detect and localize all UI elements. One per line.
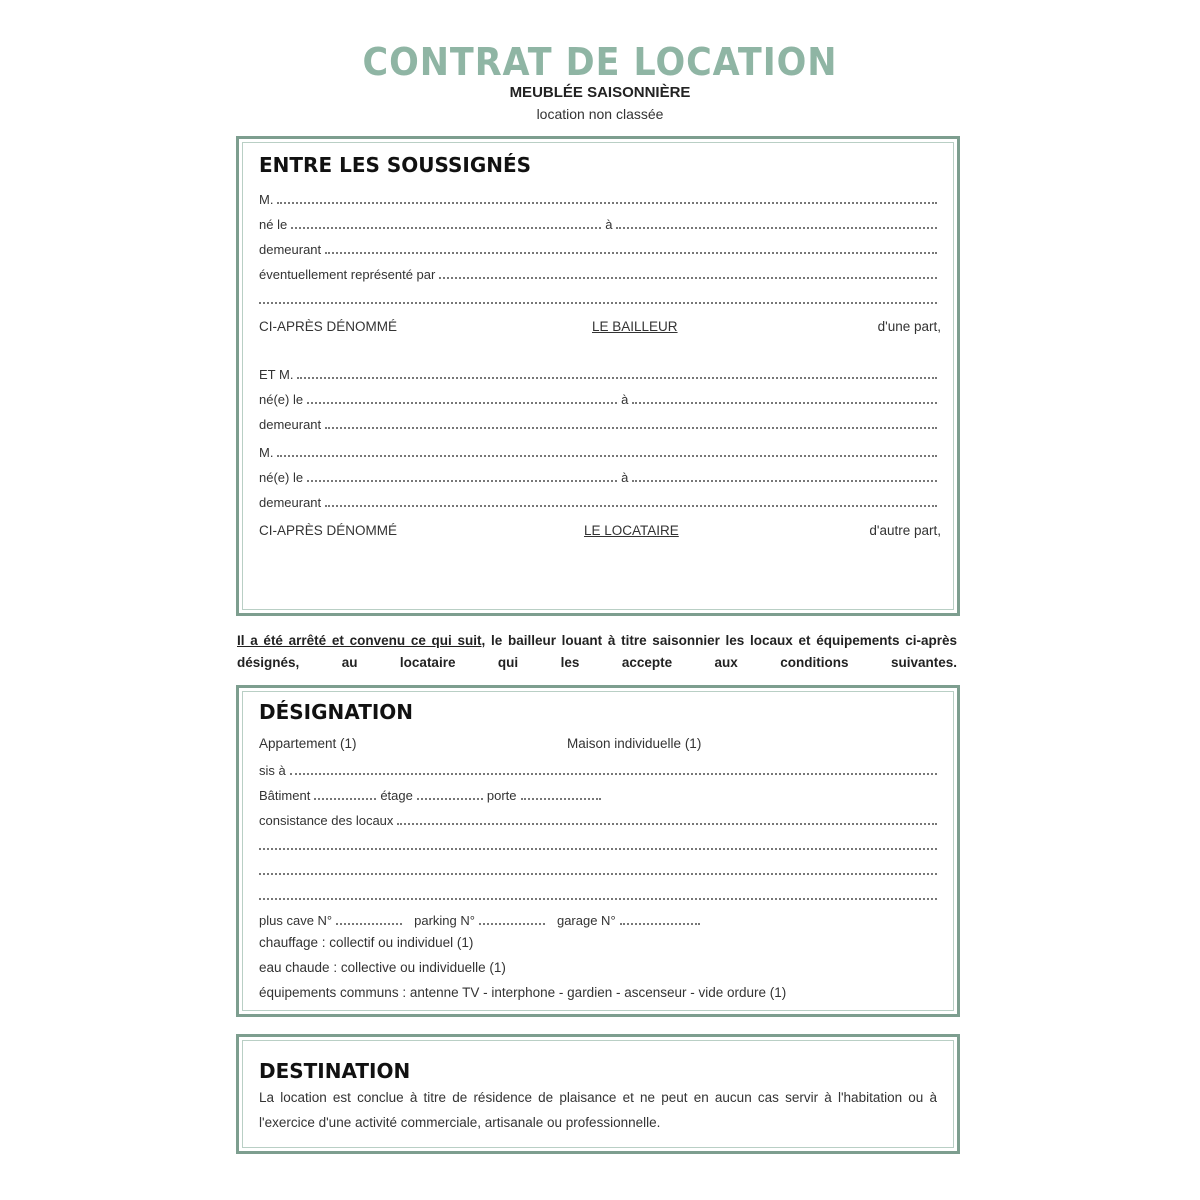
ci-apres-label: CI-APRÈS DÉNOMMÉ <box>259 523 398 538</box>
label-batiment: Bâtiment <box>259 788 311 803</box>
bailleur-address-line[interactable] <box>259 239 941 257</box>
designation-title: DÉSIGNATION <box>259 700 414 724</box>
fill-line <box>259 898 937 900</box>
appartement-option[interactable]: Appartement (1) <box>259 736 357 751</box>
label-m: M. <box>259 445 274 460</box>
fill-line <box>314 798 376 800</box>
intro-underlined: Il a été arrêté et convenu ce qui suit, <box>237 633 486 648</box>
eau-chaude-option[interactable]: eau chaude : collective ou individuelle (1) <box>259 960 506 975</box>
fill-line <box>397 823 937 825</box>
parties-title: ENTRE LES SOUSSIGNÉS <box>259 153 532 177</box>
locataire2-address-line[interactable] <box>259 492 941 510</box>
une-part-label: d'une part, <box>877 319 941 334</box>
fill-line <box>336 923 402 925</box>
consistance-extra-line-3[interactable] <box>259 885 941 903</box>
label-demeurant: demeurant <box>259 495 322 510</box>
locataire1-name-line[interactable] <box>259 364 941 382</box>
fill-line <box>620 923 700 925</box>
label-demeurant: demeurant <box>259 417 322 432</box>
label-cave: plus cave N° <box>259 913 333 928</box>
label-porte: porte <box>486 788 517 803</box>
agreement-intro <box>237 630 957 674</box>
destination-section <box>236 1034 960 1154</box>
building-line[interactable] <box>259 785 941 803</box>
document-subtitle-secondary: location non classée <box>536 106 664 122</box>
label-a: à <box>621 470 629 485</box>
consistance-line[interactable] <box>259 810 941 828</box>
address-line[interactable] <box>259 760 941 778</box>
designation-section <box>236 685 960 1017</box>
chauffage-option[interactable]: chauffage : collectif ou individuel (1) <box>259 935 474 950</box>
fill-line <box>290 773 937 775</box>
bailleur-represented-line[interactable] <box>259 264 941 282</box>
label-a: à <box>605 217 613 232</box>
bailleur-name-line[interactable] <box>259 189 941 207</box>
consistance-extra-line-2[interactable] <box>259 860 941 878</box>
fill-line <box>307 480 617 482</box>
fill-line <box>277 202 937 204</box>
fill-line <box>632 402 937 404</box>
fill-line <box>521 798 601 800</box>
ci-apres-label: CI-APRÈS DÉNOMMÉ <box>259 319 398 334</box>
fill-line <box>259 302 937 304</box>
fill-line <box>325 427 937 429</box>
label-etage: étage <box>380 788 413 803</box>
locataire2-birth-line[interactable] <box>259 467 941 485</box>
equipements-option[interactable]: équipements communs : antenne TV - interphone - gardien - ascenseur - vide ordure (1) <box>259 985 787 1000</box>
label-ne-le: né le <box>259 217 288 232</box>
intro-text: le bailleur louant à titre saisonnier les locaux et équipements ci-après désignés, au locataire qui les accepte aux conditions suivantes. <box>237 633 957 670</box>
fill-line <box>277 455 937 457</box>
fill-line <box>325 252 937 254</box>
label-parking: parking N° <box>414 913 475 928</box>
label-a: à <box>621 392 629 407</box>
label-garage: garage N° <box>556 913 616 928</box>
fill-line <box>325 505 937 507</box>
fill-line <box>616 227 937 229</box>
label-m: M. <box>259 192 274 207</box>
label-represente: éventuellement représenté par <box>259 267 436 282</box>
locataire1-birth-line[interactable] <box>259 389 941 407</box>
label-nee-le: né(e) le <box>259 470 304 485</box>
annexes-line[interactable] <box>259 910 941 928</box>
fill-line <box>307 402 617 404</box>
autre-part-label: d'autre part, <box>869 523 941 538</box>
label-demeurant: demeurant <box>259 242 322 257</box>
locataire2-name-line[interactable] <box>259 442 941 460</box>
label-et-m: ET M. <box>259 367 294 382</box>
locataire1-address-line[interactable] <box>259 414 941 432</box>
document-title: CONTRAT DE LOCATION <box>362 40 838 84</box>
fill-line <box>479 923 545 925</box>
bailleur-label: LE BAILLEUR <box>592 319 678 334</box>
fill-line <box>259 873 937 875</box>
parties-section <box>236 136 960 616</box>
bailleur-extra-line[interactable] <box>259 289 941 307</box>
maison-option[interactable]: Maison individuelle (1) <box>567 736 702 751</box>
label-nee-le: né(e) le <box>259 392 304 407</box>
fill-line <box>259 848 937 850</box>
fill-line <box>439 277 937 279</box>
bailleur-birth-line[interactable] <box>259 214 941 232</box>
destination-title: DESTINATION <box>259 1059 411 1083</box>
label-sis-a: sis à <box>259 763 286 778</box>
document-subtitle: MEUBLÉE SAISONNIÈRE <box>509 84 691 101</box>
label-consistance: consistance des locaux <box>259 813 394 828</box>
fill-line <box>297 377 937 379</box>
fill-line <box>417 798 483 800</box>
destination-text: La location est conclue à titre de résidence de plaisance et ne peut en aucun cas servir à l'habitation ou à l'exercice d'une activité commerciale, artisanale ou professionnelle. <box>259 1090 937 1130</box>
fill-line <box>291 227 601 229</box>
fill-line <box>632 480 937 482</box>
locataire-label: LE LOCATAIRE <box>584 523 679 538</box>
consistance-extra-line-1[interactable] <box>259 835 941 853</box>
